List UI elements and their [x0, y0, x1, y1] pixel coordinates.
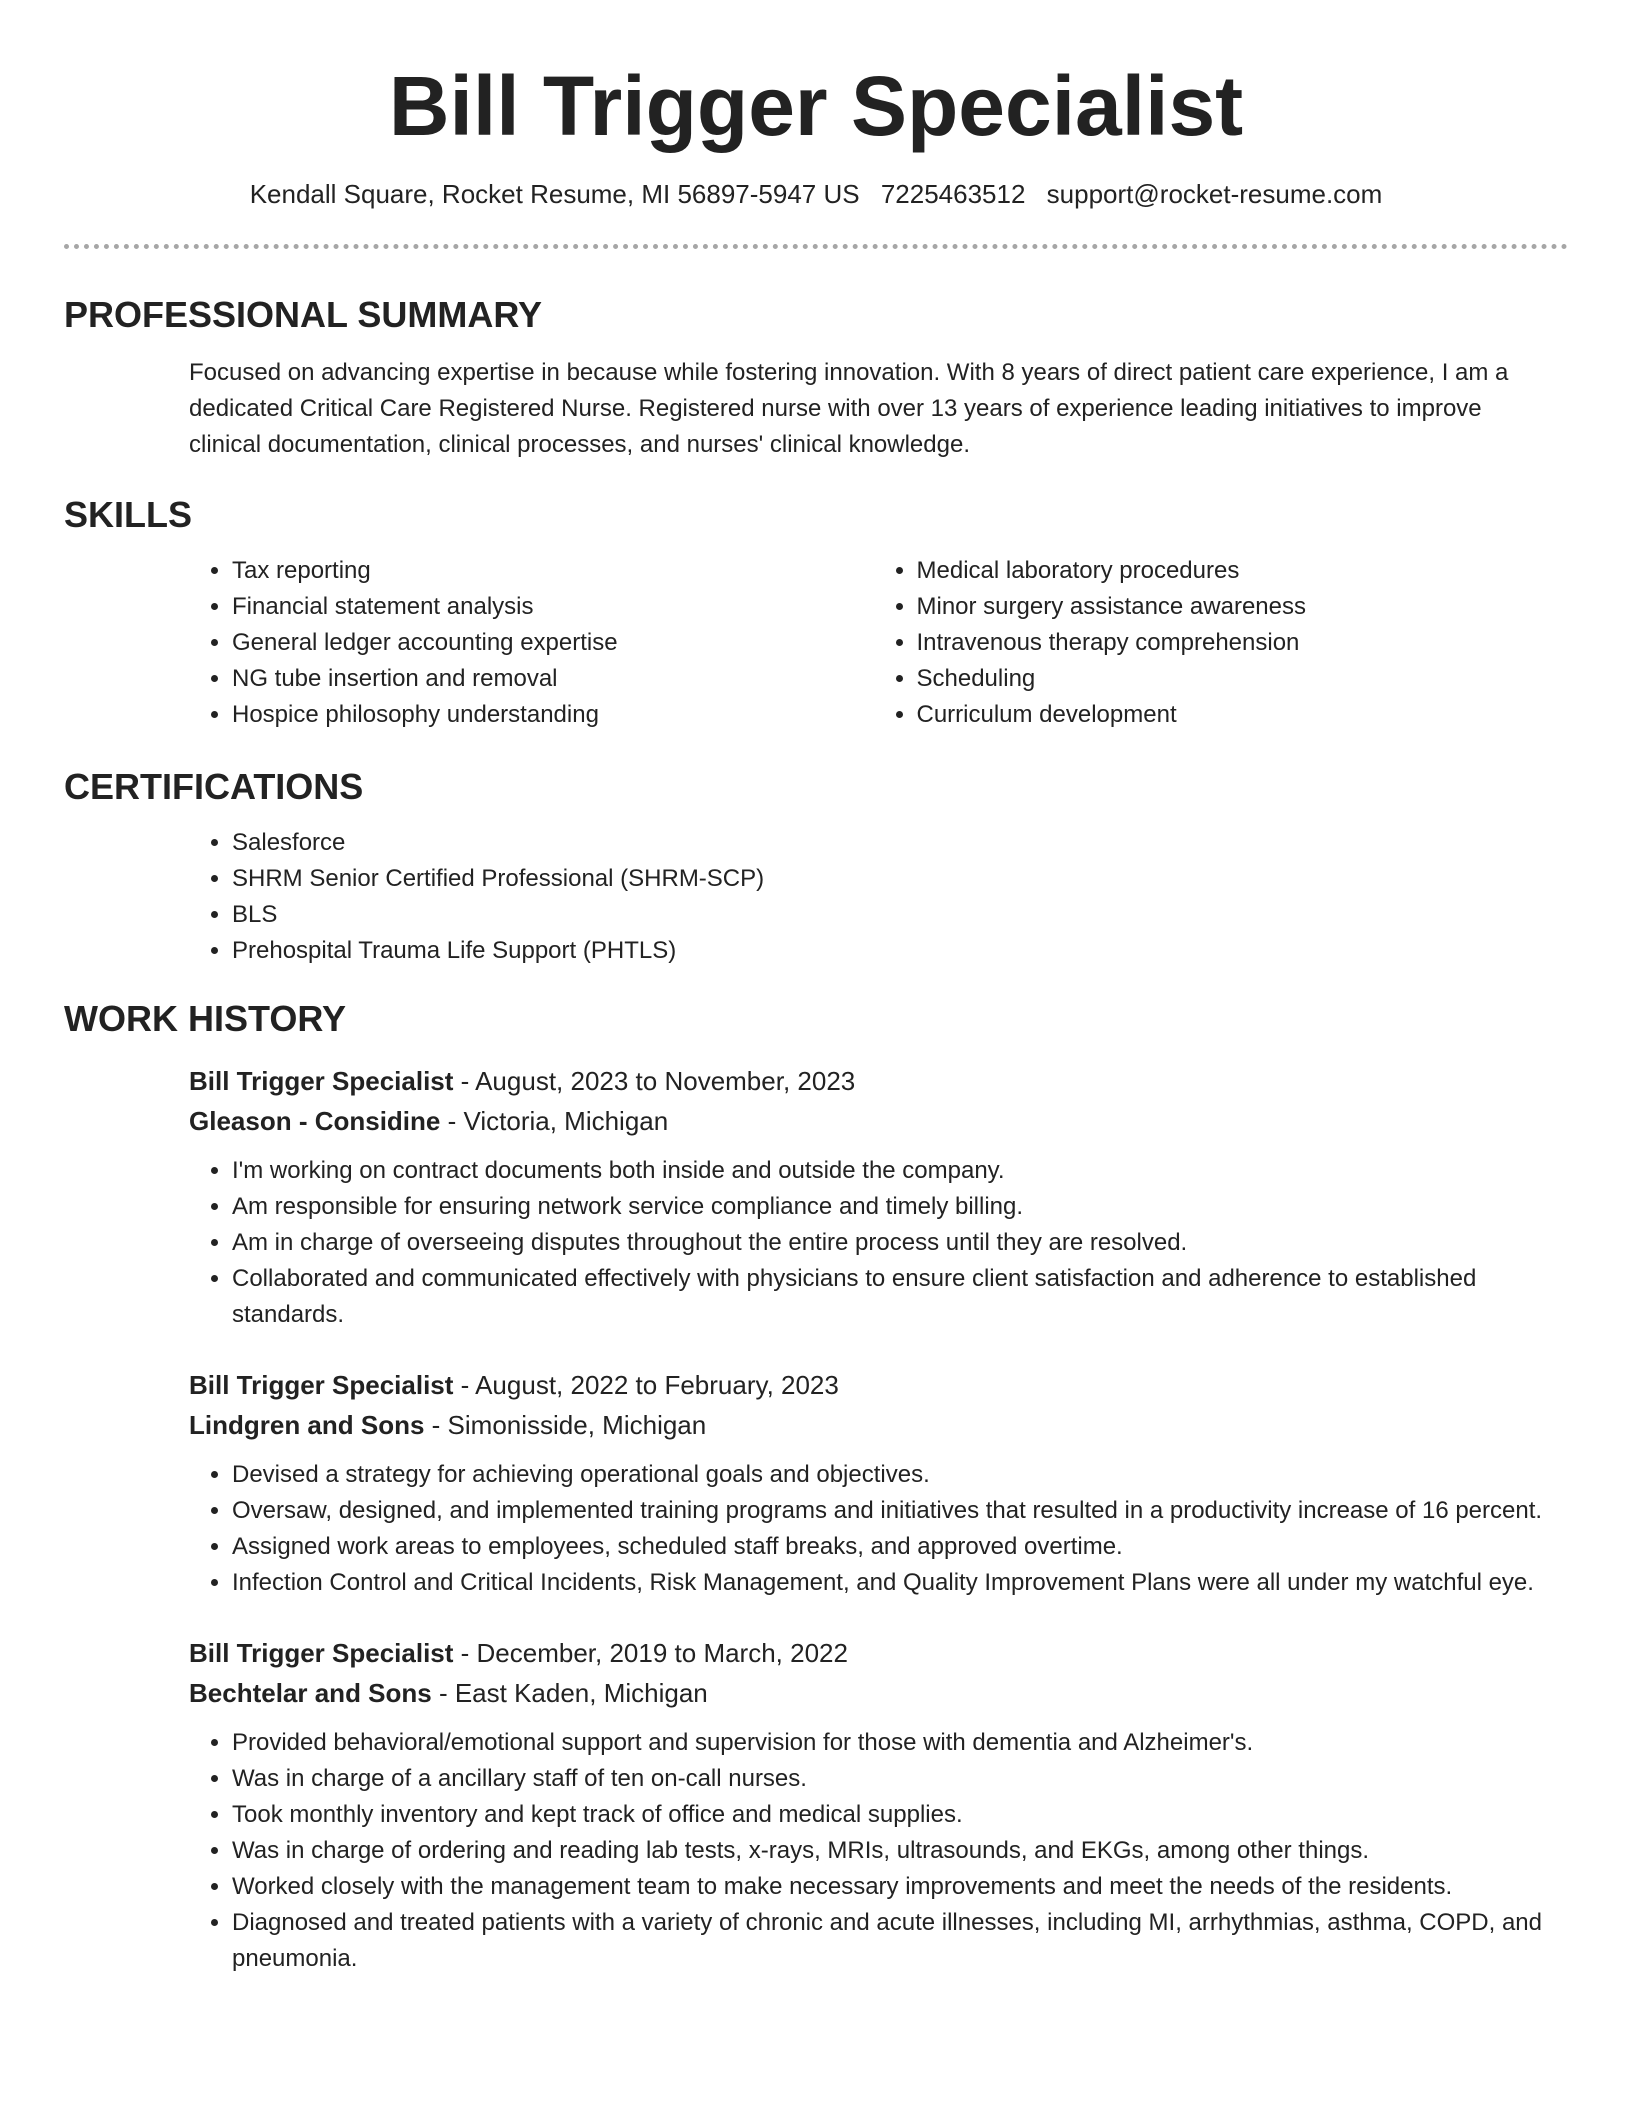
- contact-email: support@rocket-resume.com: [1046, 179, 1383, 209]
- job-dates: - August, 2023 to November, 2023: [453, 1066, 856, 1096]
- certifications-title: CERTIFICATIONS: [64, 766, 364, 807]
- job-bullets: [189, 1153, 1558, 1333]
- job-location: - Simonisside, Michigan: [424, 1410, 707, 1440]
- job-role-line: [189, 1633, 1558, 1673]
- skills-section: [64, 493, 1568, 733]
- job-entry: [189, 1633, 1558, 1977]
- job-bullet: • Took monthly inventory and kept track of office and medical supplies.: [232, 1797, 1558, 1833]
- job-role-line: [189, 1365, 1558, 1405]
- job-bullets: [189, 1457, 1558, 1601]
- job-role: Bill Trigger Specialist: [189, 1066, 454, 1096]
- skill-item: • Tax reporting: [232, 553, 874, 589]
- skills-title: SKILLS: [64, 494, 193, 535]
- job-bullet: • Oversaw, designed, and implemented training programs and initiatives that resulted in a productivity increase of 16 percent.: [232, 1493, 1558, 1529]
- job-entry: [189, 1365, 1558, 1601]
- certifications-section: [64, 765, 1568, 969]
- contact-line: [64, 176, 1568, 212]
- job-bullet: • Am responsible for ensuring network service compliance and timely billing.: [232, 1189, 1558, 1225]
- job-company-line: [189, 1101, 1558, 1141]
- summary-title: PROFESSIONAL SUMMARY: [64, 294, 543, 335]
- certifications-list: [189, 825, 1558, 969]
- job-company: Gleason - Considine: [189, 1106, 441, 1136]
- skill-item: • Intravenous therapy comprehension: [917, 625, 1559, 661]
- work-history-title: WORK HISTORY: [64, 998, 347, 1039]
- skills-list-right: [874, 553, 1559, 733]
- jobs-container: [64, 1061, 1568, 1977]
- job-bullet: • Infection Control and Critical Incidents, Risk Management, and Quality Improvement Plans were all under my watchful eye.: [232, 1565, 1558, 1601]
- job-bullet: • Am in charge of overseeing disputes throughout the entire process until they are resolved.: [232, 1225, 1558, 1261]
- job-company: Bechtelar and Sons: [189, 1678, 432, 1708]
- certification-item: • Prehospital Trauma Life Support (PHTLS): [232, 933, 1558, 969]
- summary-text: Focused on advancing expertise in because while fostering innovation. With 8 years of direct patient care experience, I am a dedicated Critical Care Registered Nurse. Registered nurse with over 13 years of experience leading initiatives to improve clinical documentation, clinical processes, and nurses' clinical knowledge.: [189, 359, 1509, 458]
- skill-item: • Medical laboratory procedures: [917, 553, 1559, 589]
- job-role: Bill Trigger Specialist: [189, 1638, 454, 1668]
- skills-list-left: [189, 553, 874, 733]
- job-bullet: • Was in charge of ordering and reading lab tests, x-rays, MRIs, ultrasounds, and EKGs, among other things.: [232, 1833, 1558, 1869]
- job-bullet: • Was in charge of a ancillary staff of ten on-call nurses.: [232, 1761, 1558, 1797]
- job-location: - Victoria, Michigan: [440, 1106, 669, 1136]
- work-history-section: [64, 997, 1568, 1977]
- job-bullet: • Assigned work areas to employees, scheduled staff breaks, and approved overtime.: [232, 1529, 1558, 1565]
- job-bullet: • Worked closely with the management team to make necessary improvements and meet the needs of the residents.: [232, 1869, 1558, 1905]
- job-role-line: [189, 1061, 1558, 1101]
- job-bullet: • Diagnosed and treated patients with a variety of chronic and acute illnesses, including MI, arrhythmias, asthma, COPD, and pneumonia.: [232, 1905, 1558, 1977]
- skill-item: • NG tube insertion and removal: [232, 661, 874, 697]
- job-company-line: [189, 1673, 1558, 1713]
- contact-address: Kendall Square, Rocket Resume, MI 56897-5947 US: [249, 179, 860, 209]
- skill-item: • Curriculum development: [917, 697, 1559, 733]
- header-divider: [64, 244, 1568, 249]
- job-bullet: • I'm working on contract documents both inside and outside the company.: [232, 1153, 1558, 1189]
- skills-grid: [64, 537, 1568, 733]
- skill-item: • Financial statement analysis: [232, 589, 874, 625]
- job-dates: - December, 2019 to March, 2022: [453, 1638, 848, 1668]
- job-company: Lindgren and Sons: [189, 1410, 425, 1440]
- summary-section: [64, 293, 1568, 463]
- job-bullet: • Collaborated and communicated effectively with physicians to ensure client satisfaction and adherence to established standards.: [232, 1261, 1558, 1333]
- certification-item: • BLS: [232, 897, 1558, 933]
- skill-item: • Scheduling: [917, 661, 1559, 697]
- job-entry: [189, 1061, 1558, 1333]
- job-location: - East Kaden, Michigan: [431, 1678, 708, 1708]
- skill-item: • Hospice philosophy understanding: [232, 697, 874, 733]
- skill-item: • Minor surgery assistance awareness: [917, 589, 1559, 625]
- contact-phone: 7225463512: [880, 179, 1026, 209]
- skill-item: • General ledger accounting expertise: [232, 625, 874, 661]
- certification-item: • Salesforce: [232, 825, 1558, 861]
- job-dates: - August, 2022 to February, 2023: [453, 1370, 839, 1400]
- job-bullets: [189, 1725, 1558, 1977]
- job-bullet: • Devised a strategy for achieving operational goals and objectives.: [232, 1457, 1558, 1493]
- job-bullet: • Provided behavioral/emotional support and supervision for those with dementia and Alzheimer's.: [232, 1725, 1558, 1761]
- job-role: Bill Trigger Specialist: [189, 1370, 454, 1400]
- candidate-name: Bill Trigger Specialist: [388, 59, 1244, 153]
- job-company-line: [189, 1405, 1558, 1445]
- certification-item: • SHRM Senior Certified Professional (SHRM-SCP): [232, 861, 1558, 897]
